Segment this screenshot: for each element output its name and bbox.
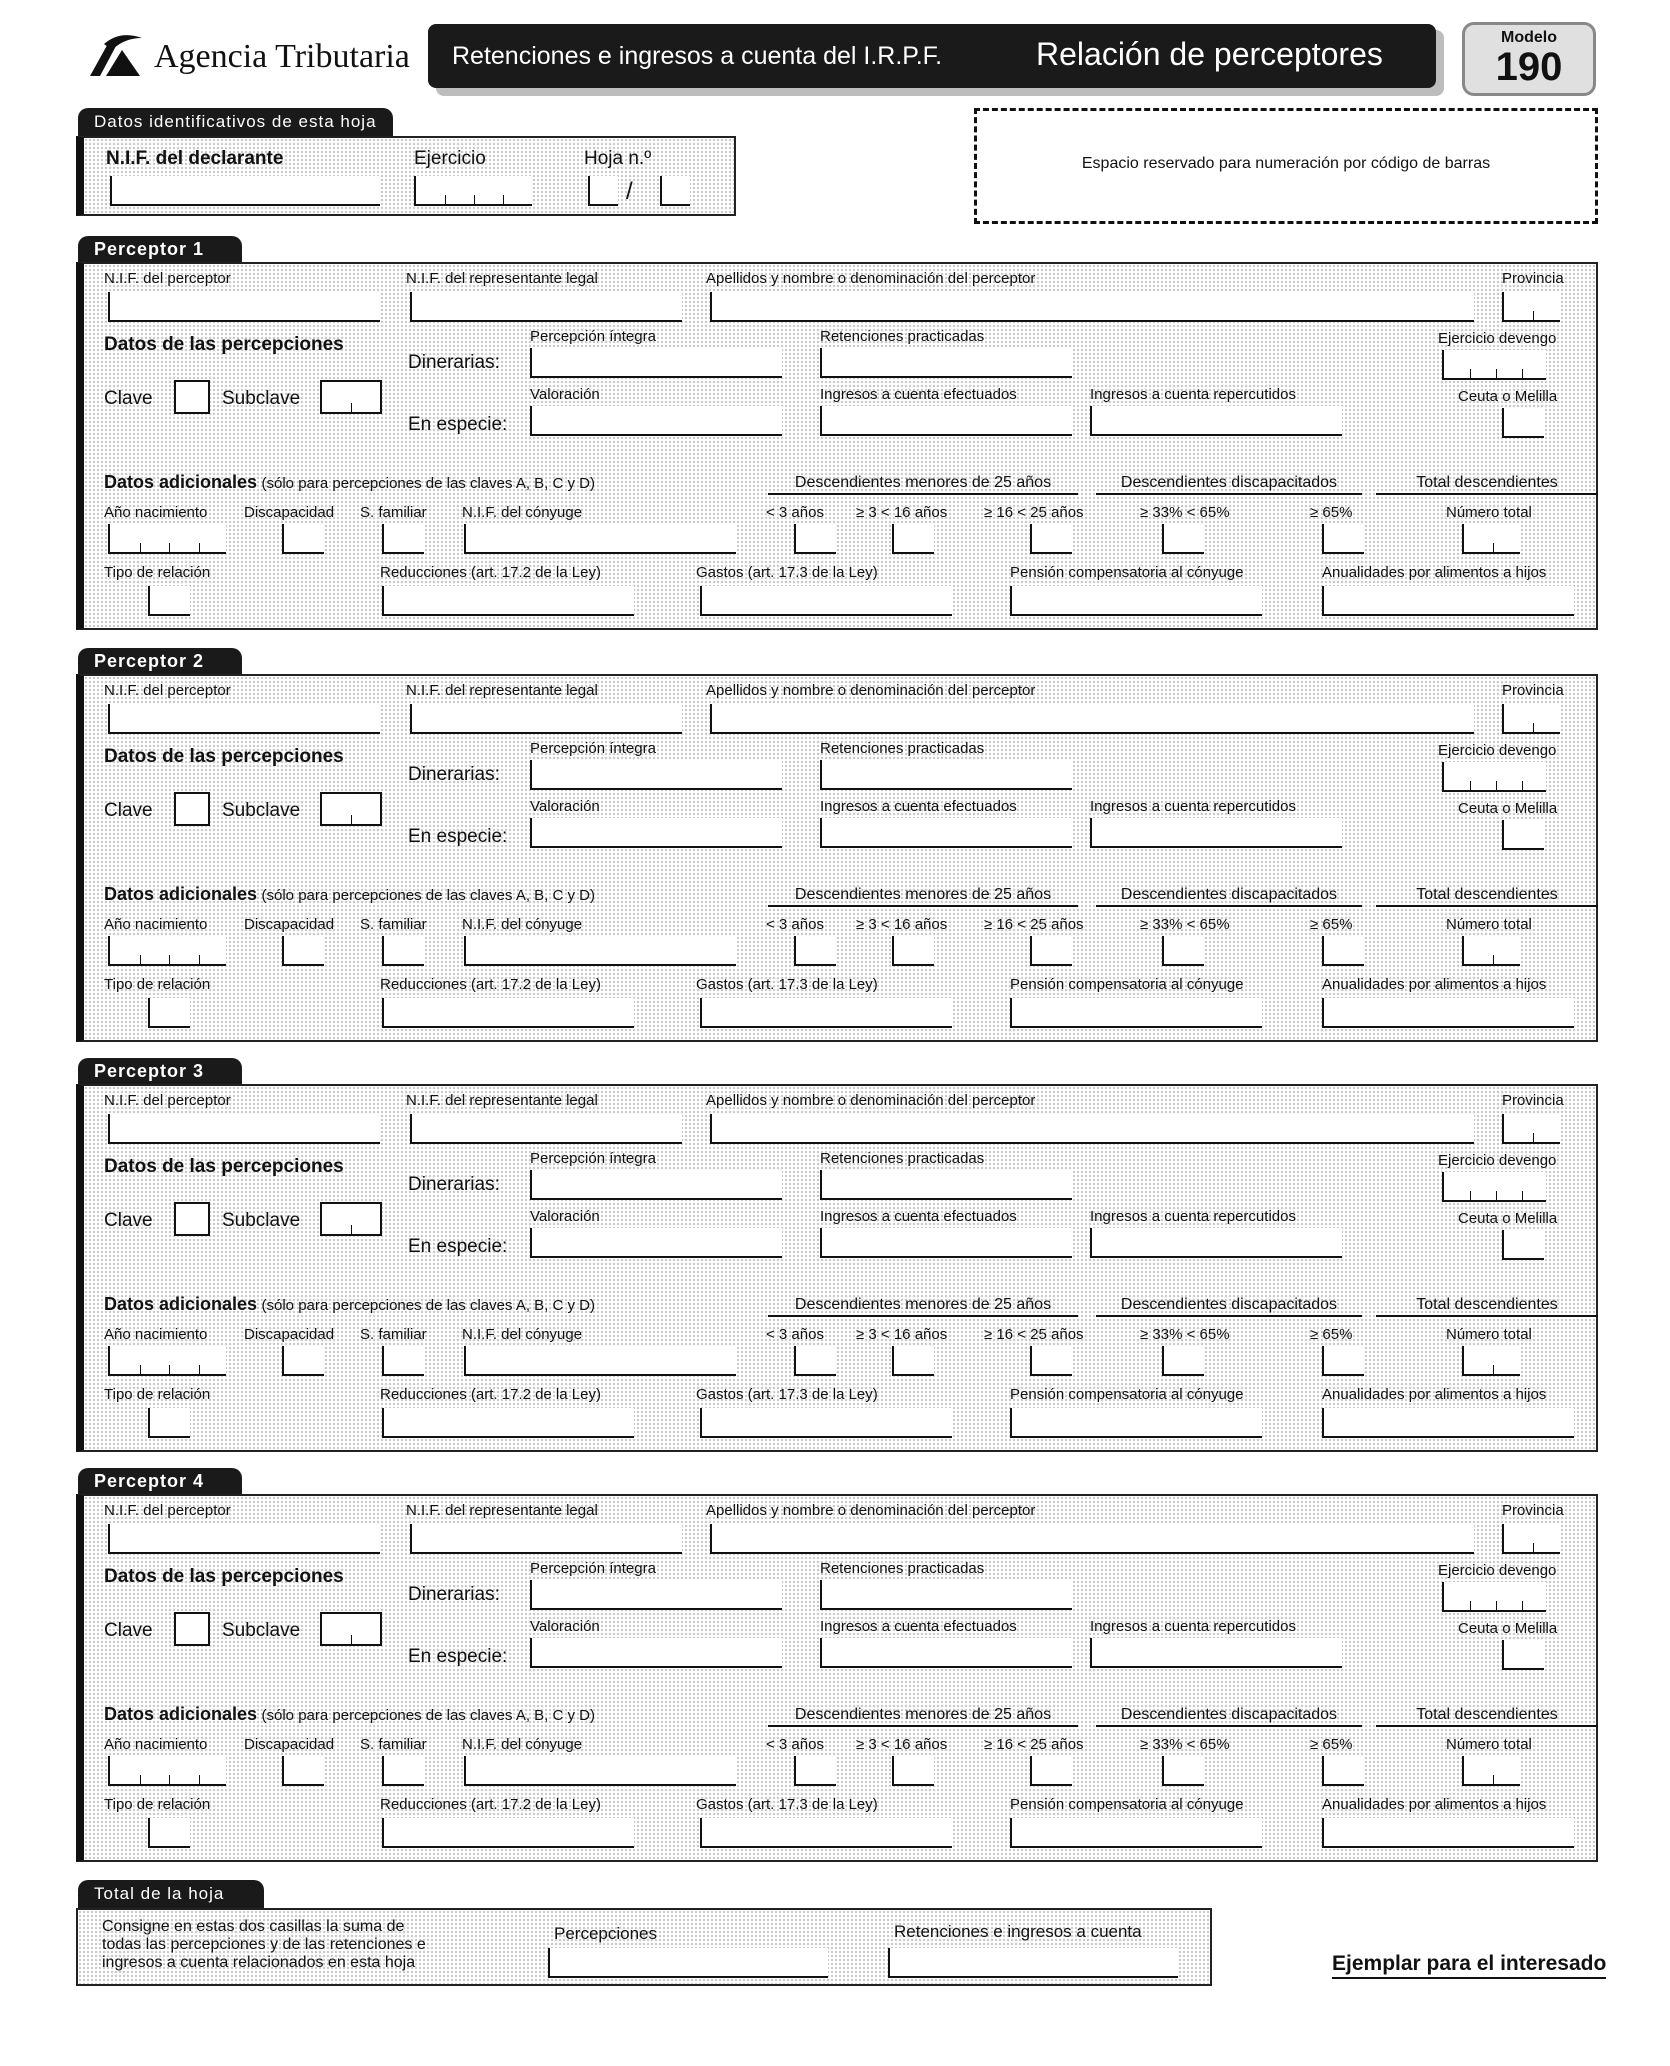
ano-nacimiento-label: Año nacimiento [104,1326,208,1343]
s-familiar-field[interactable] [382,524,424,554]
ingresos-repercutidos-label: Ingresos a cuenta repercutidos [1090,386,1296,403]
apellidos-label: Apellidos y nombre o denominación del perceptor [706,1502,1036,1519]
pension-label: Pensión compensatoria al cónyuge [1010,976,1244,993]
numero-total-label: Número total [1446,1736,1532,1753]
anualidades-field[interactable] [1322,1408,1574,1438]
nif-perceptor-field[interactable] [108,704,380,734]
s-familiar-field[interactable] [382,1346,424,1376]
agency-name: Agencia Tributaria [154,38,410,75]
provincia-field[interactable] [1502,704,1560,734]
ge16lt25-field[interactable] [1030,1346,1072,1376]
retenciones-field[interactable] [820,1580,1072,1610]
total-retenciones-label: Retenciones e ingresos a cuenta [894,1922,1142,1941]
pension-field[interactable] [1010,1818,1262,1848]
hoja-field-2[interactable] [660,176,690,206]
retenciones-label: Retenciones practicadas [820,1560,985,1577]
pension-field[interactable] [1010,998,1262,1028]
reducciones-field[interactable] [382,1818,634,1848]
ge3lt16-field[interactable] [892,524,934,554]
ceuta-field[interactable] [1502,820,1544,850]
desc-menores-heading: Descendientes menores de 25 años [768,474,1078,495]
nif-representante-label: N.I.F. del representante legal [406,1092,598,1109]
lt3-label: < 3 años [766,1326,824,1343]
subclave-label: Subclave [222,1210,301,1231]
ge16lt25-label: ≥ 16 < 25 años [984,1736,1084,1753]
subclave-label: Subclave [222,1620,301,1641]
nif-conyuge-field[interactable] [464,524,736,554]
hoja-label: Hoja n.º [584,148,652,169]
en-especie-label: En especie: [408,1646,508,1667]
ano-nacimiento-label: Año nacimiento [104,1736,208,1753]
percepcion-integra-field[interactable] [530,1580,782,1610]
subclave-field[interactable] [320,380,382,414]
lt3-field[interactable] [794,1756,836,1786]
nif-declarante-field[interactable] [110,176,380,206]
ge33lt65-field[interactable] [1162,524,1204,554]
nif-representante-label: N.I.F. del representante legal [406,270,598,287]
numero-total-field[interactable] [1462,1756,1520,1786]
s-familiar-label: S. familiar [360,504,427,521]
ingresos-efectuados-field[interactable] [820,406,1072,436]
total-percepciones-label: Percepciones [554,1924,658,1943]
anualidades-label: Anualidades por alimentos a hijos [1322,564,1547,581]
ge16lt25-label: ≥ 16 < 25 años [984,504,1084,521]
numero-total-field[interactable] [1462,524,1520,554]
ge65-label: ≥ 65% [1310,1326,1353,1343]
perceptor-tab: Perceptor 1 [78,236,242,262]
nif-representante-field[interactable] [410,1524,682,1554]
ejercicio-devengo-label: Ejercicio devengo [1438,1152,1557,1169]
perceptor-tab: Perceptor 4 [78,1468,242,1494]
barcode-area [974,108,1598,224]
valoracion-field[interactable] [530,1638,782,1668]
clave-label: Clave [104,800,153,821]
anualidades-label: Anualidades por alimentos a hijos [1322,1796,1547,1813]
gastos-field[interactable] [700,586,952,616]
s-familiar-label: S. familiar [360,916,427,933]
ejercicio-label: Ejercicio [414,148,486,169]
datos-percepciones-label: Datos de las percepciones [104,746,344,767]
retenciones-label: Retenciones practicadas [820,740,985,757]
lt3-label: < 3 años [766,1736,824,1753]
ejemplar-label: Ejemplar para el interesado [1332,1952,1606,1979]
datos-adicionales-label: Datos adicionales [104,472,258,492]
apellidos-label: Apellidos y nombre o denominación del perceptor [706,270,1036,287]
anualidades-field[interactable] [1322,586,1574,616]
ingresos-repercutidos-field[interactable] [1090,1638,1342,1668]
ejercicio-devengo-field[interactable] [1442,1582,1546,1612]
s-familiar-label: S. familiar [360,1326,427,1343]
ejercicio-devengo-label: Ejercicio devengo [1438,330,1557,347]
ceuta-label: Ceuta o Melilla [1458,1620,1558,1637]
total-instructions-line-3: ingresos a cuenta relacionados en esta hoja [102,1954,416,1971]
discapacidad-label: Discapacidad [244,1736,335,1753]
dinerarias-label: Dinerarias: [408,1174,500,1195]
lt3-field[interactable] [794,1346,836,1376]
ano-nacimiento-field[interactable] [108,524,226,554]
ingresos-efectuados-label: Ingresos a cuenta efectuados [820,386,1017,403]
perceptor-panel [76,262,1598,630]
modelo-box [1462,22,1596,96]
total-desc-heading: Total descendientes [1376,1706,1598,1727]
ano-nacimiento-label: Año nacimiento [104,916,208,933]
ge33lt65-label: ≥ 33% < 65% [1140,504,1230,521]
ingresos-repercutidos-label: Ingresos a cuenta repercutidos [1090,798,1296,815]
total-percepciones-field[interactable] [548,1948,828,1978]
subclave-label: Subclave [222,388,301,409]
numero-total-label: Número total [1446,916,1532,933]
provincia-field[interactable] [1502,1524,1560,1554]
ingresos-efectuados-label: Ingresos a cuenta efectuados [820,1208,1017,1225]
gastos-field[interactable] [700,998,952,1028]
provincia-label: Provincia [1502,1502,1564,1519]
valoracion-label: Valoración [530,798,600,815]
numero-total-field[interactable] [1462,1346,1520,1376]
barcode-text: Espacio reservado para numeración por código de barras [1081,155,1491,172]
ingresos-efectuados-field[interactable] [820,818,1072,848]
gastos-field[interactable] [700,1408,952,1438]
discapacidad-label: Discapacidad [244,504,335,521]
valoracion-label: Valoración [530,1618,600,1635]
tipo-relacion-label: Tipo de relación [104,564,211,581]
s-familiar-field[interactable] [382,936,424,966]
ingresos-repercutidos-label: Ingresos a cuenta repercutidos [1090,1208,1296,1225]
nif-conyuge-label: N.I.F. del cónyuge [462,1326,583,1343]
ingresos-repercutidos-field[interactable] [1090,1228,1342,1258]
ge3lt16-label: ≥ 3 < 16 años [856,1326,948,1343]
ge65-field[interactable] [1322,524,1364,554]
ingresos-efectuados-label: Ingresos a cuenta efectuados [820,1618,1017,1635]
ceuta-label: Ceuta o Melilla [1458,388,1558,405]
perceptor-panel [76,1494,1598,1862]
subclave-field[interactable] [320,1612,382,1646]
nif-perceptor-label: N.I.F. del perceptor [104,1092,231,1109]
nif-conyuge-field[interactable] [464,936,736,966]
desc-menores-heading: Descendientes menores de 25 años [768,1296,1078,1317]
discapacidad-field[interactable] [282,1346,324,1376]
desc-menores-heading: Descendientes menores de 25 años [768,886,1078,907]
modelo-label: Modelo [1501,29,1557,46]
gastos-label: Gastos (art. 17.3 de la Ley) [696,564,878,581]
ceuta-label: Ceuta o Melilla [1458,800,1558,817]
nif-conyuge-label: N.I.F. del cónyuge [462,916,583,933]
title-right: Relación de perceptores [1036,36,1383,72]
numero-total-label: Número total [1446,1326,1532,1343]
ge33lt65-label: ≥ 33% < 65% [1140,1736,1230,1753]
reducciones-label: Reducciones (art. 17.2 de la Ley) [380,1386,601,1403]
discapacidad-field[interactable] [282,936,324,966]
nif-perceptor-field[interactable] [108,292,380,322]
datos-adicionales-note: (sólo para percepciones de las claves A, B, C y D) [261,475,596,492]
ge16lt25-label: ≥ 16 < 25 años [984,1326,1084,1343]
reducciones-field[interactable] [382,1408,634,1438]
desc-discap-heading: Descendientes discapacitados [1096,1296,1362,1317]
nif-representante-field[interactable] [410,1114,682,1144]
ejercicio-field[interactable] [414,176,532,206]
numero-total-field[interactable] [1462,936,1520,966]
provincia-label: Provincia [1502,270,1564,287]
percepcion-integra-field[interactable] [530,760,782,790]
discapacidad-field[interactable] [282,524,324,554]
s-familiar-field[interactable] [382,1756,424,1786]
tipo-relacion-label: Tipo de relación [104,1386,211,1403]
total-instructions [102,1918,426,1972]
nif-representante-field[interactable] [410,704,682,734]
anualidades-field[interactable] [1322,1818,1574,1848]
datos-adicionales-heading [104,472,595,493]
desc-discap-heading: Descendientes discapacitados [1096,886,1362,907]
ingresos-repercutidos-field[interactable] [1090,818,1342,848]
ge3lt16-field[interactable] [892,936,934,966]
perceptor-tab: Perceptor 2 [78,648,242,674]
numero-total-label: Número total [1446,504,1532,521]
datos-adicionales-note: (sólo para percepciones de las claves A, B, C y D) [261,1707,596,1724]
percepcion-integra-label: Percepción íntegra [530,740,656,757]
datos-adicionales-heading [104,884,595,905]
retenciones-label: Retenciones practicadas [820,328,985,345]
apellidos-label: Apellidos y nombre o denominación del perceptor [706,1092,1036,1109]
ingresos-efectuados-label: Ingresos a cuenta efectuados [820,798,1017,815]
ge16lt25-label: ≥ 16 < 25 años [984,916,1084,933]
valoracion-field[interactable] [530,818,782,848]
subclave-field[interactable] [320,1202,382,1236]
valoracion-label: Valoración [530,386,600,403]
percepcion-integra-field[interactable] [530,348,782,378]
apellidos-label: Apellidos y nombre o denominación del perceptor [706,682,1036,699]
ejercicio-devengo-label: Ejercicio devengo [1438,742,1557,759]
valoracion-label: Valoración [530,1208,600,1225]
total-tab: Total de la hoja [78,1880,264,1908]
ge3lt16-label: ≥ 3 < 16 años [856,504,948,521]
modelo-number: 190 [1495,45,1563,89]
retenciones-label: Retenciones practicadas [820,1150,985,1167]
title-left: Retenciones e ingresos a cuenta del I.R.P.F. [452,42,943,70]
total-desc-heading: Total descendientes [1376,474,1598,495]
hoja-slash: / [626,178,633,205]
ceuta-label: Ceuta o Melilla [1458,1210,1558,1227]
dinerarias-label: Dinerarias: [408,352,500,373]
clave-label: Clave [104,1620,153,1641]
subclave-field[interactable] [320,792,382,826]
ge33lt65-field[interactable] [1162,936,1204,966]
tipo-relacion-field[interactable] [148,1818,190,1848]
s-familiar-label: S. familiar [360,1736,427,1753]
apellidos-field[interactable] [710,292,1474,322]
ano-nacimiento-field[interactable] [108,1756,226,1786]
perceptor-tab: Perceptor 3 [78,1058,242,1084]
ge16lt25-field[interactable] [1030,936,1072,966]
ejercicio-devengo-field[interactable] [1442,1172,1546,1202]
nif-perceptor-label: N.I.F. del perceptor [104,1502,231,1519]
ingresos-efectuados-field[interactable] [820,1228,1072,1258]
nif-perceptor-field[interactable] [108,1524,380,1554]
nif-conyuge-label: N.I.F. del cónyuge [462,504,583,521]
total-desc-heading: Total descendientes [1376,1296,1598,1317]
percepcion-integra-field[interactable] [530,1170,782,1200]
anualidades-label: Anualidades por alimentos a hijos [1322,1386,1547,1403]
datos-adicionales-note: (sólo para percepciones de las claves A, B, C y D) [261,1297,596,1314]
reducciones-field[interactable] [382,998,634,1028]
nif-perceptor-label: N.I.F. del perceptor [104,270,231,287]
pension-field[interactable] [1010,586,1262,616]
title-bar [428,24,1436,88]
discapacidad-label: Discapacidad [244,1326,335,1343]
nif-conyuge-field[interactable] [464,1756,736,1786]
gastos-label: Gastos (art. 17.3 de la Ley) [696,1796,878,1813]
pension-field[interactable] [1010,1408,1262,1438]
agency-logo [86,30,146,80]
ge33lt65-label: ≥ 33% < 65% [1140,1326,1230,1343]
nif-conyuge-label: N.I.F. del cónyuge [462,1736,583,1753]
lt3-label: < 3 años [766,504,824,521]
ge33lt65-label: ≥ 33% < 65% [1140,916,1230,933]
desc-menores-heading: Descendientes menores de 25 años [768,1706,1078,1727]
ge3lt16-field[interactable] [892,1346,934,1376]
datos-adicionales-label: Datos adicionales [104,1294,258,1314]
lt3-field[interactable] [794,524,836,554]
ingresos-repercutidos-label: Ingresos a cuenta repercutidos [1090,1618,1296,1635]
lt3-label: < 3 años [766,916,824,933]
percepcion-integra-label: Percepción íntegra [530,1150,656,1167]
gastos-label: Gastos (art. 17.3 de la Ley) [696,976,878,993]
desc-discap-heading: Descendientes discapacitados [1096,1706,1362,1727]
hoja-field-1[interactable] [588,176,618,206]
ident-panel [76,136,736,216]
ge65-label: ≥ 65% [1310,1736,1353,1753]
pension-label: Pensión compensatoria al cónyuge [1010,1386,1244,1403]
clave-field[interactable] [174,792,210,826]
retenciones-field[interactable] [820,348,1072,378]
subclave-label: Subclave [222,800,301,821]
nif-conyuge-field[interactable] [464,1346,736,1376]
en-especie-label: En especie: [408,414,508,435]
datos-adicionales-label: Datos adicionales [104,1704,258,1724]
tipo-relacion-field[interactable] [148,586,190,616]
datos-percepciones-label: Datos de las percepciones [104,334,344,355]
apellidos-field[interactable] [710,704,1474,734]
datos-percepciones-label: Datos de las percepciones [104,1156,344,1177]
anualidades-field[interactable] [1322,998,1574,1028]
datos-percepciones-label: Datos de las percepciones [104,1566,344,1587]
ejercicio-devengo-field[interactable] [1442,762,1546,792]
apellidos-field[interactable] [710,1114,1474,1144]
provincia-field[interactable] [1502,1114,1560,1144]
en-especie-label: En especie: [408,826,508,847]
datos-adicionales-heading [104,1294,595,1315]
valoracion-field[interactable] [530,1228,782,1258]
desc-discap-heading: Descendientes discapacitados [1096,474,1362,495]
total-retenciones-field[interactable] [888,1948,1178,1978]
datos-adicionales-note: (sólo para percepciones de las claves A, B, C y D) [261,887,596,904]
provincia-label: Provincia [1502,1092,1564,1109]
clave-field[interactable] [174,380,210,414]
tipo-relacion-label: Tipo de relación [104,976,211,993]
percepcion-integra-label: Percepción íntegra [530,328,656,345]
nif-representante-label: N.I.F. del representante legal [406,682,598,699]
nif-declarante-label: N.I.F. del declarante [106,148,284,169]
ceuta-field[interactable] [1502,1640,1544,1670]
reducciones-field[interactable] [382,586,634,616]
nif-perceptor-field[interactable] [108,1114,380,1144]
datos-adicionales-label: Datos adicionales [104,884,258,904]
tipo-relacion-label: Tipo de relación [104,1796,211,1813]
ingresos-efectuados-field[interactable] [820,1638,1072,1668]
nif-perceptor-label: N.I.F. del perceptor [104,682,231,699]
ano-nacimiento-field[interactable] [108,1346,226,1376]
en-especie-label: En especie: [408,1236,508,1257]
clave-field[interactable] [174,1612,210,1646]
reducciones-label: Reducciones (art. 17.2 de la Ley) [380,976,601,993]
tipo-relacion-field[interactable] [148,1408,190,1438]
pension-label: Pensión compensatoria al cónyuge [1010,564,1244,581]
ejercicio-devengo-field[interactable] [1442,350,1546,380]
retenciones-field[interactable] [820,1170,1072,1200]
valoracion-field[interactable] [530,406,782,436]
anualidades-label: Anualidades por alimentos a hijos [1322,976,1547,993]
ident-tab: Datos identificativos de esta hoja [78,108,393,136]
nif-representante-field[interactable] [410,292,682,322]
perceptor-panel [76,1084,1598,1452]
reducciones-label: Reducciones (art. 17.2 de la Ley) [380,564,601,581]
ceuta-field[interactable] [1502,1230,1544,1260]
total-instructions-line-2: todas las percepciones y de las retenciones e [102,1936,426,1953]
ceuta-field[interactable] [1502,408,1544,438]
ge33lt65-field[interactable] [1162,1346,1204,1376]
ano-nacimiento-field[interactable] [108,936,226,966]
ano-nacimiento-label: Año nacimiento [104,504,208,521]
provincia-label: Provincia [1502,682,1564,699]
clave-field[interactable] [174,1202,210,1236]
ge3lt16-label: ≥ 3 < 16 años [856,916,948,933]
pension-label: Pensión compensatoria al cónyuge [1010,1796,1244,1813]
ge16lt25-field[interactable] [1030,524,1072,554]
percepcion-integra-label: Percepción íntegra [530,1560,656,1577]
tipo-relacion-field[interactable] [148,998,190,1028]
apellidos-field[interactable] [710,1524,1474,1554]
ingresos-repercutidos-field[interactable] [1090,406,1342,436]
ge16lt25-field[interactable] [1030,1756,1072,1786]
retenciones-field[interactable] [820,760,1072,790]
ge65-label: ≥ 65% [1310,916,1353,933]
gastos-field[interactable] [700,1818,952,1848]
gastos-label: Gastos (art. 17.3 de la Ley) [696,1386,878,1403]
dinerarias-label: Dinerarias: [408,764,500,785]
total-instructions-line-1: Consigne en estas dos casillas la suma de [102,1918,405,1935]
ge3lt16-label: ≥ 3 < 16 años [856,1736,948,1753]
datos-adicionales-heading [104,1704,595,1725]
ge65-label: ≥ 65% [1310,504,1353,521]
ge65-field[interactable] [1322,1756,1364,1786]
dinerarias-label: Dinerarias: [408,1584,500,1605]
ge65-field[interactable] [1322,1346,1364,1376]
discapacidad-label: Discapacidad [244,916,335,933]
discapacidad-field[interactable] [282,1756,324,1786]
ejercicio-devengo-label: Ejercicio devengo [1438,1562,1557,1579]
perceptor-panel [76,674,1598,1042]
clave-label: Clave [104,1210,153,1231]
total-panel [76,1908,1212,1986]
lt3-field[interactable] [794,936,836,966]
ge33lt65-field[interactable] [1162,1756,1204,1786]
ge3lt16-field[interactable] [892,1756,934,1786]
total-desc-heading: Total descendientes [1376,886,1598,907]
nif-representante-label: N.I.F. del representante legal [406,1502,598,1519]
provincia-field[interactable] [1502,292,1560,322]
clave-label: Clave [104,388,153,409]
reducciones-label: Reducciones (art. 17.2 de la Ley) [380,1796,601,1813]
ge65-field[interactable] [1322,936,1364,966]
